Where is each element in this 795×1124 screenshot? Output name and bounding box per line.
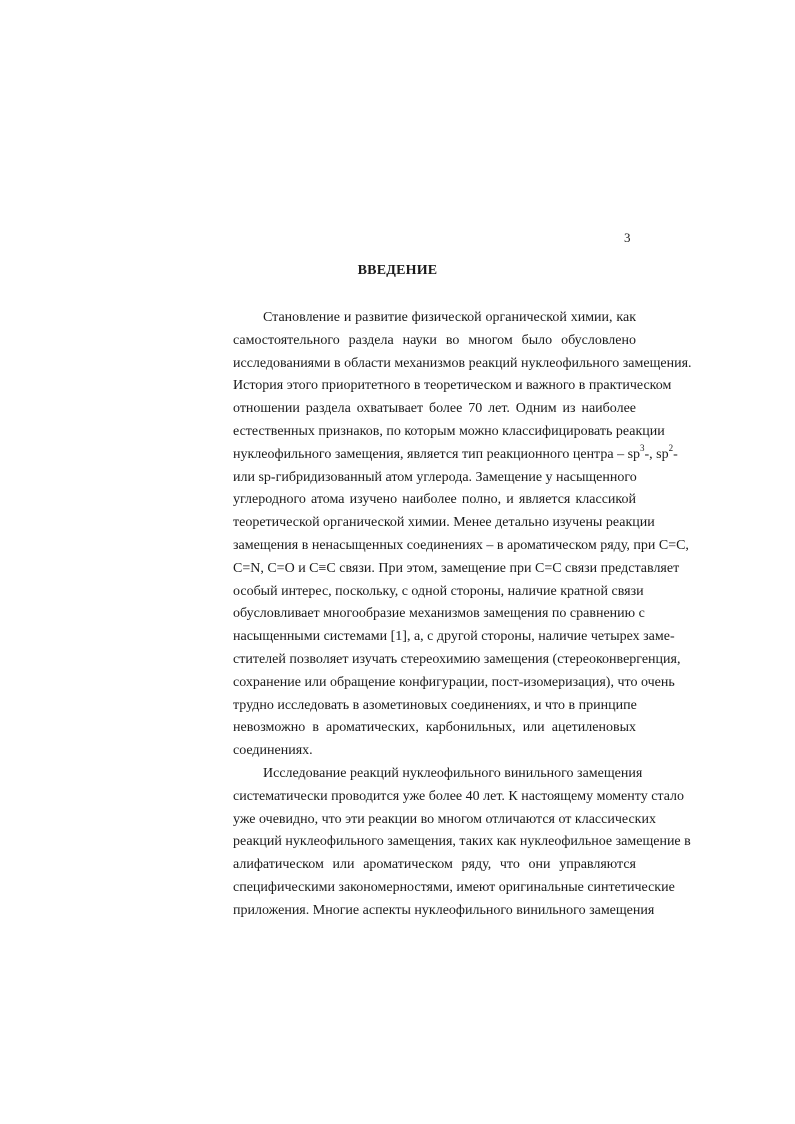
text-line: История этого приоритетного в теоретическом и важного в практическом <box>233 378 672 394</box>
text-line: Исследование реакций нуклеофильного винильного замещения <box>263 765 643 781</box>
paragraph-2 <box>203 763 691 923</box>
text-line: насыщенными системами [1], а, с другой стороны, наличие четырех заме- <box>233 629 675 645</box>
text-line: специфическими закономерностями, имеют оригинальные синтетические <box>233 879 675 895</box>
section-heading: ВВЕДЕНИЕ <box>357 263 438 278</box>
text-line: C=N, C=O и C≡C связи. При этом, замещение при C=C связи представляет <box>233 560 680 576</box>
superscript: 3 <box>640 443 645 454</box>
superscript: 2 <box>668 443 674 454</box>
text-line: естественных признаков, по которым можно классифицировать реакции <box>233 423 665 439</box>
text-line-with-superscripts <box>203 443 678 467</box>
text-line: приложения. Многие аспекты нуклеофильного винильного замещения <box>233 902 655 918</box>
paragraph-1 <box>203 307 692 763</box>
text-line: исследованиями в области механизмов реакций нуклеофильного замещения. <box>233 355 692 371</box>
text-line: реакций нуклеофильного замещения, таких как нуклеофильное замещение в <box>233 834 691 850</box>
text-line: уже очевидно, что эти реакции во многом отличаются от классических <box>233 811 656 827</box>
text-line: замещения в ненасыщенных соединениях – в ароматическом ряду, при C=C, <box>233 537 689 553</box>
text-fragment: -, sp <box>644 446 669 462</box>
text-line: невозможно в ароматических, карбонильных, или ацетиленовых <box>233 720 636 736</box>
text-line: систематически проводится уже более 40 лет. К настоящему моменту стало <box>233 788 685 804</box>
body-text <box>203 307 692 923</box>
text-line: соединениях. <box>233 743 313 759</box>
page-number: 3 <box>624 230 631 245</box>
text-line: обусловливает многообразие механизмов замещения по сравнению с <box>233 606 645 622</box>
text-line: самостоятельного раздела науки во многом было обусловлено <box>233 332 636 348</box>
text-line: теоретической органической химии. Менее детально изучены реакции <box>233 515 655 531</box>
text-line: или sp-гибридизованный атом углерода. Замещение у насыщенного <box>233 469 637 485</box>
text-line: Становление и развитие физической органической химии, как <box>263 310 636 325</box>
text-line: особый интерес, поскольку, с одной стороны, наличие кратной связи <box>233 583 644 599</box>
text-line: трудно исследовать в азометиновых соединениях, и что в принципе <box>233 697 637 713</box>
text-fragment: - <box>673 446 678 462</box>
text-line: углеродного атома изучено наиболее полно, и является классикой <box>233 492 636 508</box>
text-line: алифатическом или ароматическом ряду, что они управляются <box>233 857 636 873</box>
text-fragment: нуклеофильного замещения, является тип реакционного центра – sp <box>233 446 641 462</box>
text-line: отношении раздела охватывает более 70 лет. Одним из наиболее <box>233 401 636 417</box>
text-line: сохранение или обращение конфигурации, пост-изомеризация), что очень <box>233 674 675 690</box>
text-line: стителей позволяет изучать стереохимию замещения (стереоконвергенция, <box>233 651 681 667</box>
